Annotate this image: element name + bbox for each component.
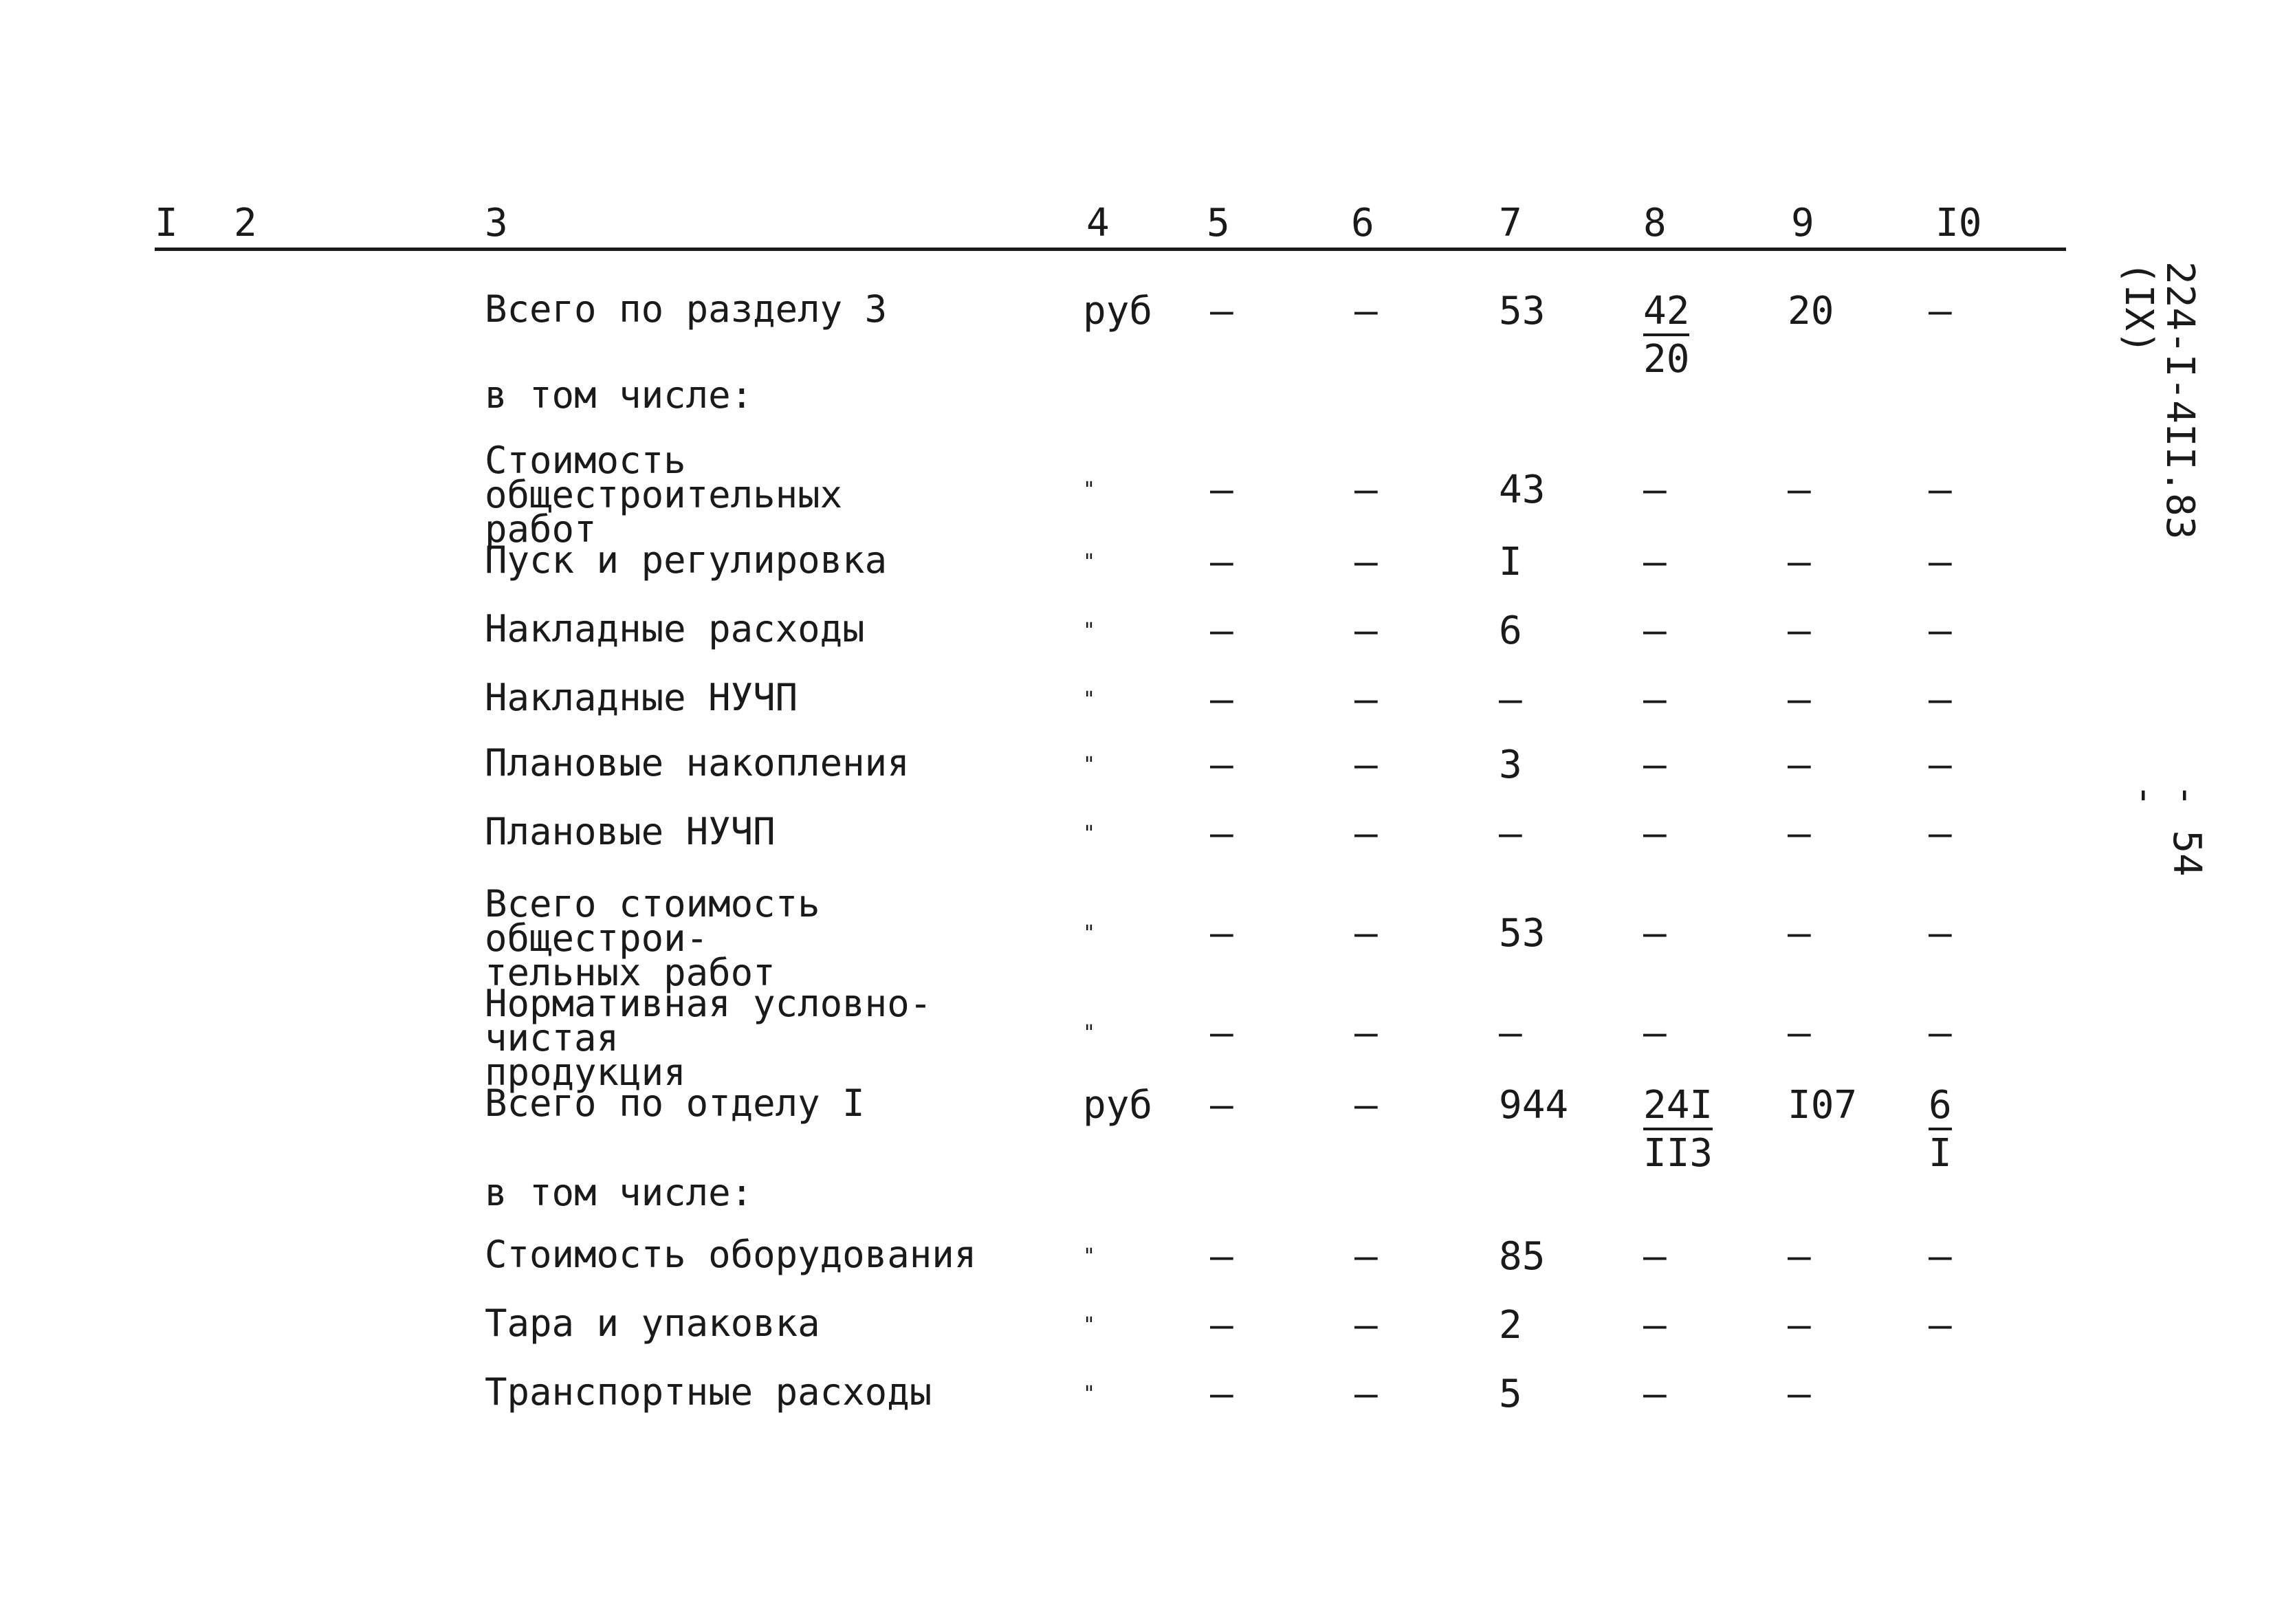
column-header-row [155,199,2066,248]
row-label: Всего по отделу I [485,1082,865,1125]
fraction-c8 [1643,1083,1713,1176]
unit-cell: " [1083,1244,1096,1269]
value-c5: – [1210,743,1233,787]
value-c7: – [1499,677,1522,722]
unit-cell: " [1083,921,1096,945]
value-c10: – [1929,1234,1952,1279]
value-c10: – [1929,608,1952,653]
col-header-1: I [155,201,178,245]
value-c8: – [1643,743,1667,787]
unit-cell: " [1083,688,1096,712]
fraction-numerator: 42 [1643,292,1689,336]
row-label: Всего по разделу 3 [485,287,888,331]
unit-cell: " [1083,478,1096,502]
value-c8: – [1643,540,1667,584]
value-c9: – [1788,608,1811,653]
value-c9: – [1788,811,1811,856]
value-c8: – [1643,1011,1667,1055]
unit-cell: " [1083,753,1096,777]
value-c5: – [1210,677,1233,722]
value-c6: – [1354,468,1378,512]
unit-cell: " [1083,1021,1096,1045]
value-c6: – [1354,811,1378,856]
value-c9: 20 [1788,289,1834,333]
value-c5: – [1210,289,1233,333]
value-c9: – [1788,1303,1811,1348]
value-c7: 6 [1499,608,1522,653]
value-c9: I07 [1788,1083,1858,1128]
value-c5: – [1210,1083,1233,1128]
col-header-2: 2 [234,201,257,245]
value-c6: – [1354,540,1378,584]
unit-cell: " [1083,1313,1096,1337]
col-header-4: 4 [1086,201,1110,245]
value-c9: – [1788,743,1811,787]
value-c6: – [1354,743,1378,787]
col-header-9: 9 [1791,201,1814,245]
value-c9: – [1788,1372,1811,1416]
value-c7: 53 [1499,289,1546,333]
value-c10: – [1929,1303,1952,1348]
value-c9: – [1788,1234,1811,1279]
value-c9: – [1788,911,1811,956]
value-c10: – [1929,289,1952,333]
value-c10: – [1929,743,1952,787]
unit-cell: " [1083,822,1096,846]
value-c6: – [1354,1372,1378,1416]
value-c6: – [1354,1234,1378,1279]
value-c6: – [1354,608,1378,653]
value-c7: 2 [1499,1303,1522,1348]
row-label: Накладные НУЧП [485,676,798,719]
value-c9: – [1788,540,1811,584]
col-header-3: 3 [485,201,508,245]
value-c5: – [1210,608,1233,653]
fraction-denominator: 20 [1643,337,1690,382]
value-c6: – [1354,1083,1378,1128]
value-c6: – [1354,677,1378,722]
page-number: - 54 - [2123,784,2209,877]
fraction-numerator: 24I [1643,1086,1713,1130]
value-c10: – [1929,911,1952,956]
value-c8: – [1643,677,1667,722]
row-label: Стоимость оборудования [485,1233,977,1276]
col-header-5: 5 [1207,201,1230,245]
row-label: Нормативная условно-чистая продукция [485,982,932,1094]
value-c5: – [1210,811,1233,856]
value-c5: – [1210,540,1233,584]
value-c9: – [1788,677,1811,722]
value-c7: – [1499,1011,1522,1055]
value-c7: 43 [1499,468,1546,512]
col-header-7: 7 [1499,201,1522,245]
value-c9: – [1788,1011,1811,1055]
unit-cell: " [1083,1382,1096,1406]
col-header-6: 6 [1351,201,1374,245]
fraction-c8 [1643,289,1690,382]
value-c7: 5 [1499,1372,1522,1416]
value-c7: 53 [1499,911,1546,956]
value-c5: – [1210,1234,1233,1279]
row-label: Плановые НУЧП [485,810,776,853]
fraction-numerator: 6 [1929,1086,1952,1130]
value-c7: 3 [1499,743,1522,787]
value-c7: – [1499,811,1522,856]
value-c6: – [1354,911,1378,956]
row-label: Транспортные расходы [485,1370,932,1414]
value-c8: – [1643,468,1667,512]
value-c8: – [1643,811,1667,856]
value-c10: – [1929,1011,1952,1055]
value-c6: – [1354,1011,1378,1055]
value-c7: 944 [1499,1083,1569,1128]
value-c6: – [1354,1303,1378,1348]
value-c7: 85 [1499,1234,1546,1279]
value-c10: – [1929,540,1952,584]
value-c10: – [1929,811,1952,856]
value-c5: – [1210,1372,1233,1416]
fraction-denominator: I [1929,1131,1952,1176]
row-label: в том числе: [485,1171,754,1214]
value-c8: – [1643,1234,1667,1279]
row-label: Плановые накопления [485,741,910,784]
unit-cell: руб [1083,289,1153,333]
row-label: Тара и упаковка [485,1302,820,1345]
col-header-10: I0 [1935,201,1982,245]
unit-cell: " [1083,550,1096,574]
header-rule [155,248,2066,251]
value-c5: – [1210,1011,1233,1055]
value-c7: I [1499,540,1522,584]
value-c8: – [1643,1372,1667,1416]
value-c10: – [1929,468,1952,512]
fraction-denominator: II3 [1643,1131,1713,1176]
value-c5: – [1210,1303,1233,1348]
unit-cell: руб [1083,1083,1153,1128]
col-header-8: 8 [1643,201,1667,245]
value-c8: – [1643,608,1667,653]
document-code: 224-I-4II.83 (IX) [2116,261,2202,540]
value-c8: – [1643,911,1667,956]
value-c6: – [1354,289,1378,333]
value-c5: – [1210,468,1233,512]
value-c8: – [1643,1303,1667,1348]
row-label: Всего стоимость общестрои- тельных работ [485,882,820,994]
value-c5: – [1210,911,1233,956]
fraction-c10 [1929,1083,1952,1176]
row-label: в том числе: [485,373,754,417]
row-label: Пуск и регулировка [485,538,888,582]
value-c10: – [1929,677,1952,722]
unit-cell: " [1083,619,1096,643]
value-c9: – [1788,468,1811,512]
row-label: Стоимость общестроительных работ [485,439,843,551]
row-label: Накладные расходы [485,607,865,650]
